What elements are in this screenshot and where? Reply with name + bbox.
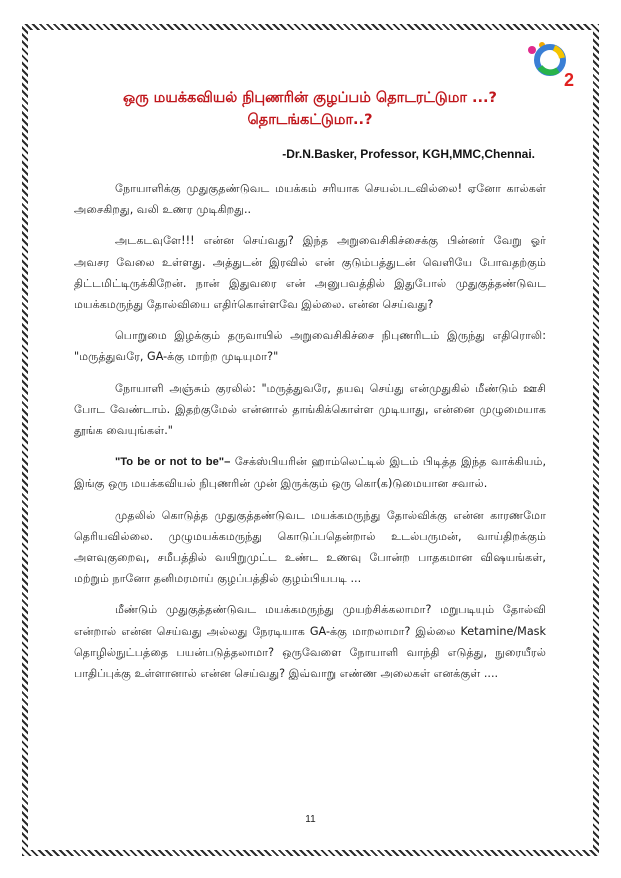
author-credit: -Dr.N.Basker, Professor, KGH,MMC,Chennai.: [282, 147, 535, 161]
paragraph-5: [74, 451, 546, 494]
article-body: [74, 178, 546, 694]
o2-logo-icon: [524, 40, 578, 90]
article-title-line-1: ஒரு மயக்கவியல் நிபுணரின் குழப்பம் தொடரட்டுமா ...?: [123, 90, 497, 106]
paragraph-1: நோயாளிக்கு முதுகுதண்டுவட மயக்கம் சரியாக செயல்படவில்லை! ஏனோ கால்கள் அசைகிறது, வலி உணர முடிகிறது..: [74, 182, 546, 217]
paragraph-3: பொறுமை இழக்கும் தருவாயில் அறுவைசிகிச்சை நிபுணரிடம் இருந்து எதிரொலி: "மருத்துவரே, GA-க்கு மாற்ற முடியுமா?": [74, 329, 546, 364]
paragraph-5-text: சேக்ஸ்பியரின் ஹாம்லெட்டில் இடம் பிடித்த இந்த வாக்கியம், இங்கு ஒரு மயக்கவியல் நிபுணரின் முன் இருக்கும் ஒரு கொ(க)டுமையான சவால்.: [74, 455, 546, 491]
paragraph-6: முதலில் கொடுத்த முதுகுத்தண்டுவட மயக்கமருந்து தோல்விக்கு என்ன காரணமோ தெரியவில்லை. முழுமயக்கமருந்து கொடுப்பதென்றால் உடல்பருமன், வாய்திறக்கும் அளவுகுறைவு, சமீபத்தில் வயிறுமுட்ட உண்ட உணவு போன்ற பாதகமான விஷயங்கள், மற்றும் நானோ தனிமரமாய் குழப்பத்தில் குழம்பியபடி ...: [74, 508, 546, 586]
logo-subscript: 2: [564, 70, 575, 90]
hamlet-quote: "To be or not to be"–: [115, 456, 231, 469]
article-title-line-2: தொடங்கட்டுமா..?: [247, 112, 373, 128]
paragraph-4: நோயாளி அஞ்சும் குரலில்: "மருத்துவரே, தயவு செய்து என்முதுகில் மீண்டும் ஊசி போட வேண்டாம். இதற்குமேல் என்னால் தாங்கிக்கொள்ள முடியாது, என்னை முழுமையாக தூங்க வையுங்கள்.": [74, 381, 546, 438]
paragraph-7: மீண்டும் முதுகுத்தண்டுவட மயக்கமருந்து முயற்சிக்கலாமா? மறுபடியும் தோல்வி என்றால் என்ன செய்வது அல்லது நேரடியாக GA-க்கு மாறலாமா? இல்லை Ketamine/Mask தொழில்நுட்பத்தை பயன்படுத்தலாமா? ஒருவேளை நோயாளி வாந்தி எடுத்து, நுரையீரல் பாதிப்புக்கு உள்ளானால் என்ன செய்வது? இவ்வாறு எண்ண அலைகள் எனக்குள் ....: [74, 603, 546, 681]
page-number: 11: [305, 814, 316, 825]
paragraph-2: அடகடவுளே!!! என்ன செய்வது? இந்த அறுவைசிகிச்சைக்கு பின்னர் வேறு ஓர் அவசர வேலை உள்ளது. அத்துடன் இரவில் என் குடும்பத்துடன் வெளியே போவதற்கும் திட்டமிட்டிருக்கிறேன். நான் இதுவரை என் அனுபவத்தில் இதுபோல் முதுகுத்தண்டுவட மயக்கமருந்து தோல்வியை எதிர்கொள்ளவே இல்லை. என்ன செய்வது?: [74, 234, 546, 312]
